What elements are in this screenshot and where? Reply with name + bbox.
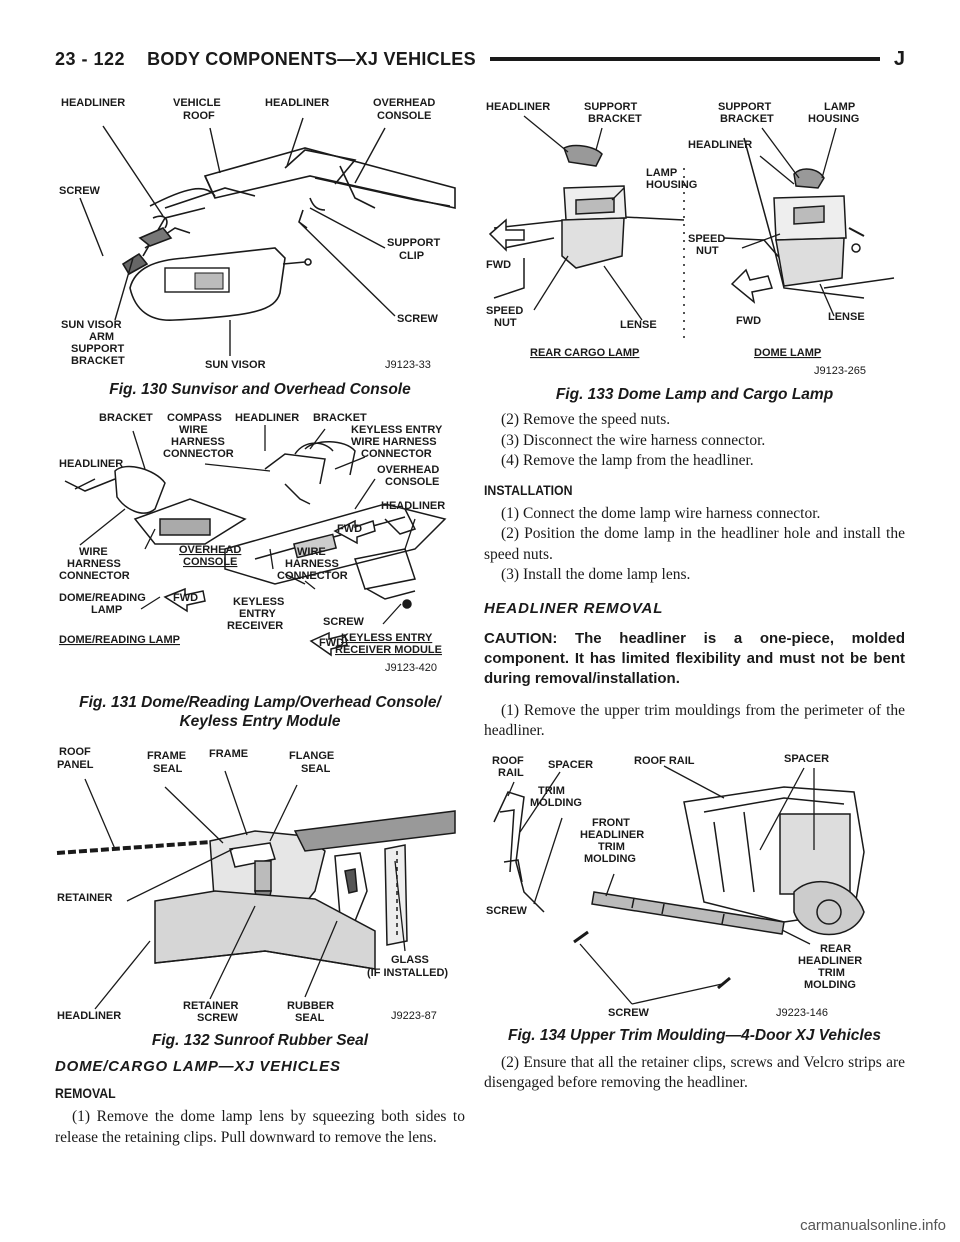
fig131-headliner-c: HEADLINER: [381, 500, 446, 512]
fig132-frame-seal-2: SEAL: [153, 763, 183, 775]
fig130-label-overhead: OVERHEAD: [373, 97, 436, 109]
fig131-headliner-a: HEADLINER: [235, 412, 300, 424]
fig131-fwd-c: FWD: [319, 637, 345, 649]
fig131-overhead-2: CONSOLE: [385, 476, 440, 488]
fig132-flange-2: SEAL: [301, 763, 331, 775]
fig131-module-1: KEYLESS ENTRY: [341, 632, 433, 644]
figure-132-caption: Fig. 132 Sunroof Rubber Seal: [151, 1032, 369, 1049]
figure-131: [55, 409, 465, 731]
fig131-receiver-3: RECEIVER: [227, 620, 284, 632]
edition-letter: J: [893, 47, 905, 70]
fig131-keyless-2: WIRE HARNESS: [351, 436, 437, 448]
fig131-wire-b3: CONNECTOR: [277, 570, 348, 582]
removal-heading: REMOVAL: [55, 1085, 116, 1101]
fig131-bracket-a: BRACKET: [99, 412, 153, 424]
fig133-fwd-a: FWD: [486, 259, 512, 271]
fig132-flange-1: FLANGE: [289, 750, 335, 762]
fig130-label-console: CONSOLE: [377, 110, 432, 122]
fig130-label-sv-3: SUPPORT: [71, 343, 125, 355]
figure-134: [484, 752, 905, 1045]
fig130-label-sun-visor: SUN VISOR: [205, 359, 266, 371]
fig132-retainer-screw-2: SCREW: [197, 1012, 238, 1024]
fig134-front-2: HEADLINER: [580, 828, 645, 841]
figure-134-illustration: [484, 752, 905, 1024]
fig131-wire-b2: HARNESS: [285, 558, 339, 570]
fig131-wire-a3: CONNECTOR: [59, 570, 130, 582]
fig134-roof-rail-1: ROOF: [492, 754, 524, 767]
install-step-1: (1) Connect the dome lamp wire harness connector.: [501, 504, 821, 522]
fig131-wire-a2: HARNESS: [67, 558, 121, 570]
figure-133-illustration: [484, 88, 905, 383]
figure-133: [484, 88, 905, 404]
fig134-roof-rail-2: RAIL: [498, 766, 524, 779]
fig132-rubber-1: RUBBER: [287, 1000, 335, 1012]
header-rule: [490, 57, 880, 61]
headliner-step-1: (1) Remove the upper trim mouldings from the perimeter of the headliner.: [484, 701, 905, 739]
fig131-dome-reading-lamp-u: DOME/READING LAMP: [59, 634, 180, 646]
fig134-front-3: TRIM: [598, 840, 625, 853]
fig134-rear-4: MOLDING: [804, 978, 856, 991]
fig133-lense-b: LENSE: [828, 311, 865, 323]
fig130-label-sv-1: SUN VISOR: [61, 319, 122, 331]
fig131-compass-3: HARNESS: [171, 436, 225, 448]
figure-131-caption: [55, 693, 465, 731]
fig133-support-a1: SUPPORT: [584, 101, 638, 113]
figure-134-caption: Fig. 134 Upper Trim Moulding—4-Door XJ Vehicles: [508, 1026, 881, 1044]
fig130-artwork: [123, 148, 455, 320]
fig131-screw: SCREW: [323, 616, 364, 628]
fig132-glass-1: GLASS: [391, 954, 429, 966]
fig134-screw-a: SCREW: [486, 904, 527, 917]
fig134-code: J9223-146: [776, 1006, 828, 1019]
left-column: [55, 88, 465, 1148]
fig131-bracket-b: BRACKET: [313, 412, 367, 424]
fig133-lamp-housing-a1: LAMP: [646, 167, 678, 179]
install-step-3: (3) Install the dome lamp lens.: [501, 566, 691, 583]
fig131-overhead-console-u1: OVERHEAD: [179, 544, 242, 556]
fig131-fwd-b: FWD: [173, 592, 199, 604]
fig134-rear-3: TRIM: [818, 966, 845, 979]
fig130-code: J9123-33: [385, 359, 431, 371]
fig131-module-2: RECEIVER MODULE: [335, 644, 442, 656]
page-number: 23 - 122: [55, 48, 126, 69]
fig130-label-clip: CLIP: [399, 250, 425, 262]
fig133-fwd-b: FWD: [736, 315, 762, 327]
fig133-support-a2: BRACKET: [588, 113, 642, 125]
fig133-lamp-housing-b2: HOUSING: [808, 113, 860, 125]
figure-130: [55, 88, 465, 399]
fig131-compass-4: CONNECTOR: [163, 448, 234, 460]
fig131-overhead-1: OVERHEAD: [377, 464, 440, 476]
fig130-leaders: [80, 118, 395, 356]
page-header: [55, 44, 905, 74]
dome-cargo-section: [55, 1058, 465, 1148]
fig131-keyless-3: CONNECTOR: [361, 448, 432, 460]
fig132-roof-2: PANEL: [57, 759, 94, 771]
dome-cargo-heading: DOME/CARGO LAMP—XJ VEHICLES: [55, 1058, 341, 1075]
fig132-glass-2: (IF INSTALLED): [367, 967, 449, 979]
caution-note: CAUTION: The headliner is a one-piece, molded component. It has limited flexibility and must not be bent during removal/installation.: [484, 629, 905, 687]
fig134-spacer-a: SPACER: [548, 758, 594, 771]
fig130-label-vehicle: VEHICLE: [173, 97, 221, 109]
installation-heading: INSTALLATION: [484, 481, 573, 498]
fig131-wire-a1: WIRE: [79, 546, 108, 558]
removal-step-1: (1) Remove the dome lamp lens by squeezing both sides to release the retaining clips. Pull downward to remove the lens.: [55, 1108, 465, 1146]
fig133-headliner-a: HEADLINER: [486, 101, 551, 113]
fig132-headliner: HEADLINER: [57, 1010, 122, 1022]
fig133-speed-nut-a1: SPEED: [486, 305, 524, 317]
fig133-code: J9123-265: [814, 365, 866, 377]
removal-step-4: (4) Remove the lamp from the headliner.: [501, 452, 754, 469]
figure-131-caption-line2: Keyless Entry Module: [179, 713, 341, 730]
fig133-fwd-arrows: [490, 220, 772, 302]
fig133-support-b1: SUPPORT: [718, 101, 772, 113]
fig132-code: J9223-87: [391, 1010, 437, 1022]
fig133-lamp-housing-a2: HOUSING: [646, 179, 698, 191]
fig131-dome-1: DOME/READING: [59, 592, 146, 604]
fig133-rear-cargo-lamp: REAR CARGO LAMP: [530, 347, 640, 359]
fig134-front-4: MOLDING: [584, 852, 636, 865]
fig131-compass-2: WIRE: [179, 424, 208, 436]
fig131-dome-2: LAMP: [91, 604, 123, 616]
fig130-label-sv-4: BRACKET: [71, 355, 125, 367]
fig130-label-support: SUPPORT: [387, 237, 441, 249]
fig134-roof-rail-b: ROOF RAIL: [634, 754, 695, 767]
fig134-screw-b: SCREW: [608, 1006, 649, 1019]
fig132-retainer: RETAINER: [57, 892, 113, 904]
figure-132-illustration: [55, 741, 465, 1029]
fig132-frame-seal-1: FRAME: [147, 750, 187, 762]
figure-130-caption: Fig. 130 Sunvisor and Overhead Console: [109, 381, 411, 398]
fig131-headliner-b: HEADLINER: [59, 458, 124, 470]
removal-step-3: (3) Disconnect the wire harness connector.: [501, 431, 766, 449]
figure-131-illustration: [55, 409, 465, 689]
fig130-label-roof: ROOF: [183, 110, 215, 122]
fig134-rear-2: HEADLINER: [798, 954, 863, 967]
fig130-label-sv-2: ARM: [89, 331, 115, 343]
fig131-code: J9123-420: [385, 662, 437, 674]
figure-132: [55, 741, 465, 1050]
fig132-rubber-2: SEAL: [295, 1012, 325, 1024]
installation-steps: [484, 504, 905, 586]
fig133-speed-nut-a2: NUT: [494, 317, 517, 329]
fig133-headliner-b: HEADLINER: [688, 139, 753, 151]
fig133-speed-nut-b1: SPEED: [688, 233, 726, 245]
fig134-spacer-b: SPACER: [784, 752, 830, 765]
fig131-keyless-1: KEYLESS ENTRY: [351, 424, 443, 436]
figure-131-caption-line1: Fig. 131 Dome/Reading Lamp/Overhead Console/: [79, 694, 441, 711]
fig131-receiver-2: ENTRY: [239, 608, 276, 620]
headliner-step-2: (2) Ensure that all the retainer clips, screws and Velcro strips are disengaged before removing the headliner.: [484, 1053, 905, 1091]
fig131-receiver-1: KEYLESS: [233, 596, 285, 608]
fig131-wire-b1: WIRE: [297, 546, 326, 558]
fig130-label-headliner-a: HEADLINER: [61, 97, 126, 109]
fig133-dome-lamp: DOME LAMP: [754, 347, 822, 359]
fig133-lamp-housing-b1: LAMP: [824, 101, 856, 113]
fig134-trim-2: MOLDING: [530, 796, 582, 809]
fig132-retainer-screw-1: RETAINER: [183, 1000, 239, 1012]
fig132-frame: FRAME: [209, 748, 249, 760]
fig130-label-screw-b: SCREW: [397, 313, 438, 325]
fig131-compass-1: COMPASS: [167, 412, 222, 424]
figure-130-illustration: [55, 88, 465, 378]
figure-133-caption: Fig. 133 Dome Lamp and Cargo Lamp: [555, 386, 834, 403]
fig133-lense-a: LENSE: [620, 319, 657, 331]
removal-continued: [484, 410, 905, 472]
watermark: carmanualsonline.info: [800, 1217, 946, 1234]
headliner-removal-heading: HEADLINER REMOVAL: [484, 599, 664, 617]
fig132-roof-1: ROOF: [59, 746, 91, 758]
section-title: BODY COMPONENTS—XJ VEHICLES: [147, 48, 476, 69]
fig130-label-headliner-b: HEADLINER: [265, 97, 330, 109]
right-column: [484, 88, 905, 1094]
fig130-label-screw-a: SCREW: [59, 185, 100, 197]
fig134-front-1: FRONT: [592, 816, 630, 829]
fig133-support-b2: BRACKET: [720, 113, 774, 125]
install-step-2: (2) Position the dome lamp in the headliner hole and install the speed nuts.: [484, 525, 905, 563]
fig131-fwd-a: FWD: [337, 523, 363, 535]
fig134-trim-1: TRIM: [538, 784, 565, 797]
fig134-rear-1: REAR: [820, 942, 852, 955]
removal-step-2: (2) Remove the speed nuts.: [501, 411, 671, 428]
fig131-overhead-console-u2: CONSOLE: [183, 556, 238, 568]
fig133-speed-nut-b2: NUT: [696, 245, 719, 257]
fig132-artwork: [57, 811, 455, 969]
